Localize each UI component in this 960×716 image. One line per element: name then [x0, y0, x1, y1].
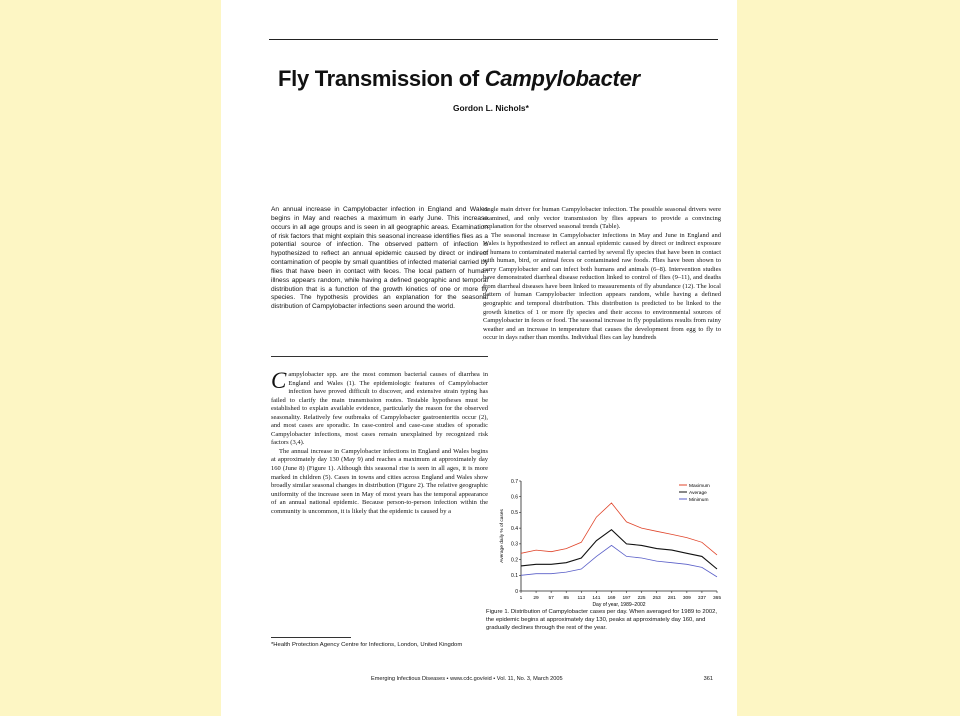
chart-svg: [497, 479, 727, 609]
left-paragraph-1: [271, 368, 488, 448]
legend-label-minimum: Minimum: [689, 497, 709, 503]
journal-page: [221, 0, 737, 716]
left-paragraph-1-text: ampylobacter spp. are the most common bacterial causes of diarrhea in England and Wales (1). The epidemiologic features of Campylobacter infection have proved difficult to discover, and extensive strain typing has failed to clarify the main transmission routes. Testable hypotheses must be established to explain available evidence, particularly the reason for the observed seasonality. Relatively few outbreaks of Campylobacter gastroenteritis occur (2), and most cases are sporadic. In case-control and case-case studies of sporadic Campylobacter infections, most cases remain unexplained by recognized risk factors (3,4).: [271, 371, 488, 447]
x-tick-label: 197: [622, 596, 631, 601]
x-tick-label: 113: [577, 596, 586, 601]
figure-1-chart: [497, 479, 727, 609]
y-tick-label: 0: [515, 588, 518, 595]
title-emphasis: Campylobacter: [484, 66, 640, 91]
article-title: [278, 66, 718, 92]
abstract-rule: [271, 356, 488, 357]
x-tick-label: 337: [697, 596, 706, 601]
y-tick-label: 0.1: [511, 573, 518, 580]
running-footer: [371, 676, 721, 682]
figure-caption: Figure 1. Distribution of Campylobacter cases per day. When averaged for 1989 to 2002, the epidemic begins at approximately day 130, peaks at approximately day 160, and gradually declines through the rest of the year.: [486, 609, 718, 631]
page-number: 361: [703, 676, 713, 682]
legend-label-average: Average: [689, 490, 707, 496]
right-paragraph-2: The seasonal increase in Campylobacter infections in May and June in England and Wales is hypothesized to reflect an annual epidemic caused by direct or indirect exposure of humans to contaminated material carried by several fly species that have been in contact with human, bird, or animal feces or contaminated raw foods. Flies have been shown to carry Campylobacter and can infect both humans and animals (6–8). Intervention studies have demonstrated diarrheal disease reduction linked to control of flies (9–11), and deaths from diarrheal diseases have been linked to measurements of fly abundance (12). The local pattern of human Campylobacter infection appears random, while having a defined geographic and temporal distribution. This distribution is predicted to be linked to the growth kinetics of 1 or more fly species and their access to environmental sources of Campylobacter in feces or food. The seasonal increase in fly populations results from rainy weather and an increase in temperature that causes the development from egg to fly to occur in days rather than months. Individual flies can lay hundreds: [483, 231, 721, 342]
x-tick-label: 57: [548, 596, 554, 601]
y-tick-label: 0.5: [511, 510, 518, 517]
header-rule: [269, 39, 718, 40]
x-tick-label: 85: [563, 596, 569, 601]
x-tick-label: 365: [712, 596, 722, 601]
footer-journal-line: Emerging Infectious Diseases • www.cdc.gov/eid • Vol. 11, No. 3, March 2005: [371, 676, 563, 682]
right-column: [483, 206, 721, 343]
y-axis-label: Average daily % of cases: [500, 509, 505, 563]
legend-label-maximum: Maximum: [689, 483, 710, 489]
affiliation-footnote: *Health Protection Agency Centre for Infections, London, United Kingdom: [271, 642, 463, 648]
x-tick-label: 281: [667, 596, 676, 601]
x-tick-label: 169: [607, 596, 616, 601]
series-line-average: [521, 530, 717, 569]
x-tick-label: 1: [519, 596, 523, 601]
x-tick-label: 309: [682, 596, 691, 601]
x-tick-label: 29: [533, 596, 539, 601]
y-tick-label: 0.7: [511, 478, 518, 485]
x-tick-label: 225: [637, 596, 646, 601]
abstract: An annual increase in Campylobacter infection in England and Wales begins in May and reaches a maximum in early June. This increase occurs in all age groups and is seen in all geographic areas. Examination of risk factors that might explain this seasonal increase identifies flies as a potential source of infection. The observed pattern of infection is hypothesized to reflect an annual epidemic caused by direct or indirect contamination of people by small quantities of infected material carried by flies that have been in contact with feces. The local pattern of human illness appears random, while having a defined geographic and temporal distribution that is a function of the growth kinetics of one or more fly species. The hypothesis provides an explanation for the seasonal distribution of Campylobacter infections seen around the world.: [271, 206, 488, 311]
left-paragraph-2: The annual increase in Campylobacter infections in England and Wales begins at approximately day 130 (May 9) and reaches a maximum at approximately day 160 (June 8) (Figure 1). Although this seasonal rise is seen in all ages, it is more marked in children (5). Cases in towns and cities across England and Wales show broadly similar seasonal changes in distribution (Figure 2). The relative geographic uniformity of the increase seen in May of most years has the temporal appearance of an annual national epidemic. Because person-to-person infection within the community is uncommon, it is likely that the epidemic is caused by a: [271, 447, 488, 515]
drop-cap: C: [271, 368, 287, 393]
series-line-minimum: [521, 545, 717, 577]
x-tick-label: 141: [592, 596, 601, 601]
series-line-maximum: [521, 503, 717, 555]
x-axis-label: Day of year, 1989–2002: [592, 602, 646, 608]
y-tick-label: 0.4: [511, 525, 518, 532]
title-prefix: Fly Transmission of: [278, 66, 479, 91]
author-line: Gordon L. Nichols*: [453, 103, 529, 113]
y-tick-label: 0.2: [511, 557, 518, 564]
y-tick-label: 0.6: [511, 494, 518, 501]
right-paragraph-1: single main driver for human Campylobacter infection. The possible seasonal drivers were examined, and only vector transmission by flies appears to provide a convincing explanation for the observed seasonal trends (Table).: [483, 206, 721, 231]
y-tick-label: 0.3: [511, 541, 518, 548]
footnote-rule: [271, 637, 351, 638]
x-tick-label: 253: [652, 596, 661, 601]
left-column: [271, 368, 488, 516]
